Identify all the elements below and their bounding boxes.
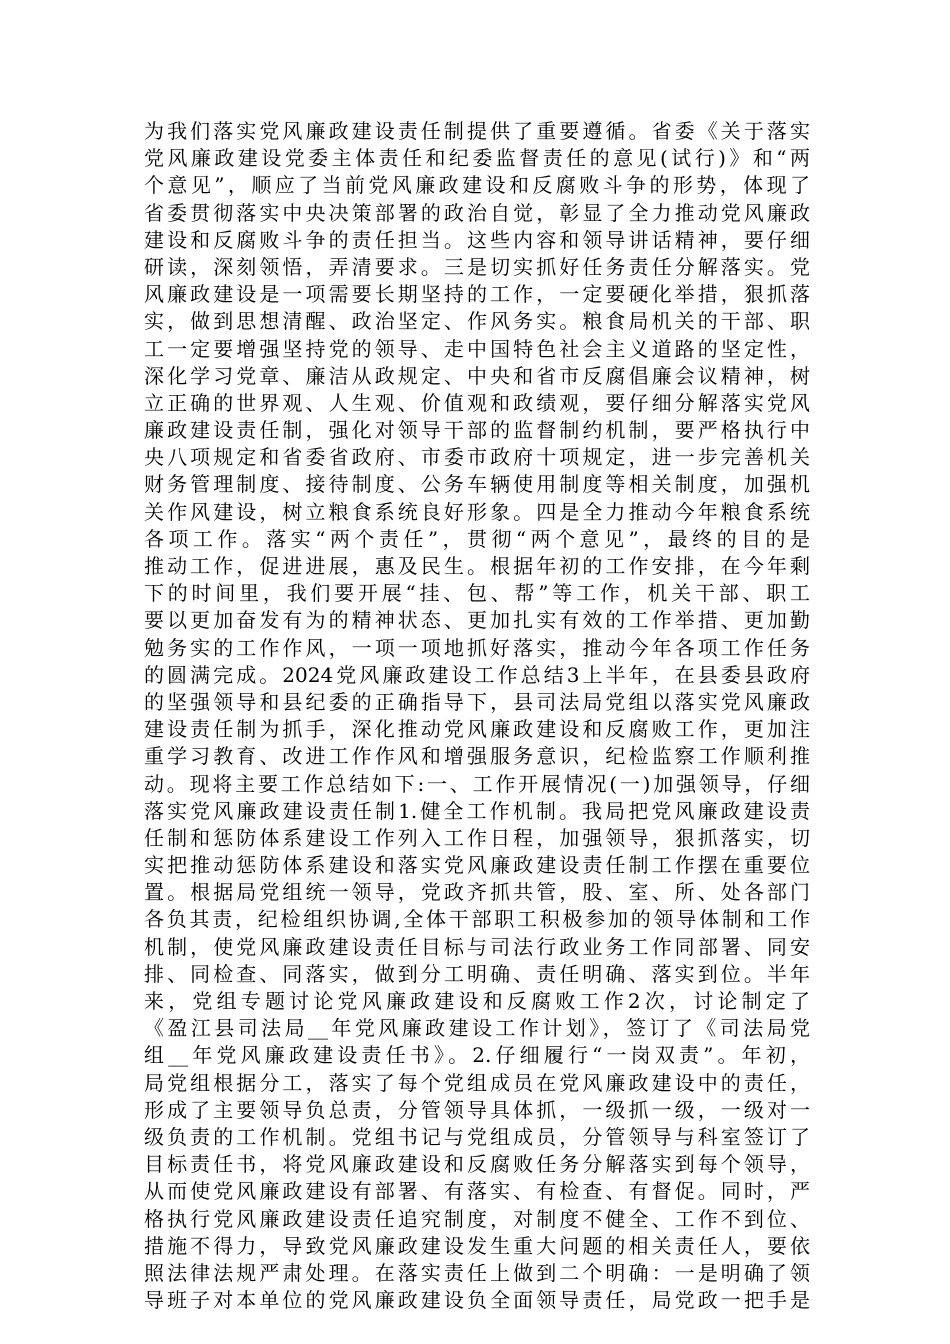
text-line: 照法律法规严肃处理。在落实责任上做到二个明确：一是明确了领 (144, 1260, 810, 1285)
text-line: 立正确的世界观、人生观、价值观和政绩观，要仔细分解落实党风 (144, 390, 810, 415)
text-line: 组__年党风廉政建设责任书》。2.仔细履行“一岗双责”。年初， (144, 1043, 810, 1068)
text-line: 要以更加奋发有为的精神状态、更加扎实有效的工作举措、更加勤 (144, 608, 810, 633)
text-line: 的圆满完成。2024党风廉政建设工作总结3上半年，在县委县政府 (144, 662, 810, 687)
text-line: 风廉政建设是一项需要长期坚持的工作，一定要硬化举措，狠抓落 (144, 282, 810, 307)
text-line: 各负其责，纪检组织协调,全体干部职工积极参加的领导体制和工作 (144, 907, 810, 932)
text-line: 格执行党风廉政建设责任追究制度，对制度不健全、工作不到位、 (144, 1206, 810, 1231)
text-line: 深化学习党章、廉洁从政规定、中央和省市反腐倡廉会议精神，树 (144, 363, 810, 388)
text-line: 各项工作。落实“两个责任”，贯彻“两个意见”，最终的目的是 (144, 526, 810, 551)
text-line: 置。根据局党组统一领导，党政齐抓共管，股、室、所、处各部门 (144, 880, 810, 905)
text-line: 动。现将主要工作总结如下:一、工作开展情况(一)加强领导，仔细 (144, 771, 810, 796)
text-line: 实，做到思想清醒、政治坚定、作风务实。粮食局机关的干部、职 (144, 309, 810, 334)
text-line: 措施不得力，导致党风廉政建设发生重大问题的相关责任人，要依 (144, 1233, 810, 1258)
text-line: 落实党风廉政建设责任制1.健全工作机制。我局把党风廉政建设责 (144, 798, 810, 823)
text-line: 财务管理制度、接待制度、公务车辆使用制度等相关制度，加强机 (144, 472, 810, 497)
text-line: 形成了主要领导负总责，分管领导具体抓，一级抓一级，一级对一 (144, 1097, 810, 1122)
text-line: 关作风建设，树立粮食系统良好形象。四是全力推动今年粮食系统 (144, 499, 810, 524)
text-line: 实把推动惩防体系建设和落实党风廉政建设责任制工作摆在重要位 (144, 853, 810, 878)
text-line: 目标责任书，将党风廉政建设和反腐败任务分解落实到每个领导， (144, 1152, 810, 1177)
text-line: 工一定要增强坚持党的领导、走中国特色社会主义道路的坚定性， (144, 336, 810, 361)
text-line: 央八项规定和省委省政府、市委市政府十项规定，进一步完善机关 (144, 445, 810, 470)
text-line: 从而使党风廉政建设有部署、有落实、有检查、有督促。同时，严 (144, 1179, 810, 1204)
text-line: 研读，深刻领悟，弄清要求。三是切实抓好任务责任分解落实。党 (144, 254, 810, 279)
text-line: 个意见”，顺应了当前党风廉政建设和反腐败斗争的形势，体现了 (144, 173, 810, 198)
text-line: 廉政建设责任制，强化对领导干部的监督制约机制，要严格执行中 (144, 418, 810, 443)
text-line: 推动工作，促进进展，惠及民生。根据年初的工作安排，在今年剩 (144, 554, 810, 578)
text-line: 《盈江县司法局__年党风廉政建设工作计划》，签订了《司法局党 (144, 1016, 810, 1041)
text-line: 建设责任制为抓手，深化推动党风廉政建设和反腐败工作，更加注 (144, 717, 810, 742)
text-line: 勉务实的工作作风，一项一项地抓好落实，推动今年各项工作任务 (144, 635, 810, 660)
text-line: 党风廉政建设党委主体责任和纪委监督责任的意见(试行)》和“两 (144, 146, 810, 171)
text-line: 来，党组专题讨论党风廉政建设和反腐败工作2次，讨论制定了 (144, 989, 810, 1013)
text-line: 机制，使党风廉政建设责任目标与司法行政业务工作同部署、同安 (144, 934, 810, 959)
text-line: 建设和反腐败斗争的责任担当。这些内容和领导讲话精神，要仔细 (144, 227, 810, 252)
text-line: 下的时间里，我们要开展“挂、包、帮”等工作，机关干部、职工 (144, 581, 810, 606)
document-body (144, 118, 810, 1314)
text-line: 局党组根据分工，落实了每个党组成员在党风廉政建设中的责任， (144, 1070, 810, 1095)
text-line: 省委贯彻落实中央决策部署的政治自觉，彰显了全力推动党风廉政 (144, 200, 810, 225)
text-line: 排、同检查、同落实，做到分工明确、责任明确、落实到位。半年 (144, 961, 810, 986)
text-line: 级负责的工作机制。党组书记与党组成员，分管领导与科室签订了 (144, 1124, 810, 1149)
text-line: 任制和惩防体系建设工作列入工作日程，加强领导，狠抓落实，切 (144, 825, 810, 850)
text-line: 重学习教育、改进工作作风和增强服务意识，纪检监察工作顺利推 (144, 744, 810, 769)
text-line: 的坚强领导和县纪委的正确指导下，县司法局党组以落实党风廉政 (144, 689, 810, 714)
text-line: 导班子对本单位的党风廉政建设负全面领导责任，局党政一把手是 (144, 1288, 810, 1313)
text-line: 为我们落实党风廉政建设责任制提供了重要遵循。省委《关于落实 (144, 119, 810, 143)
